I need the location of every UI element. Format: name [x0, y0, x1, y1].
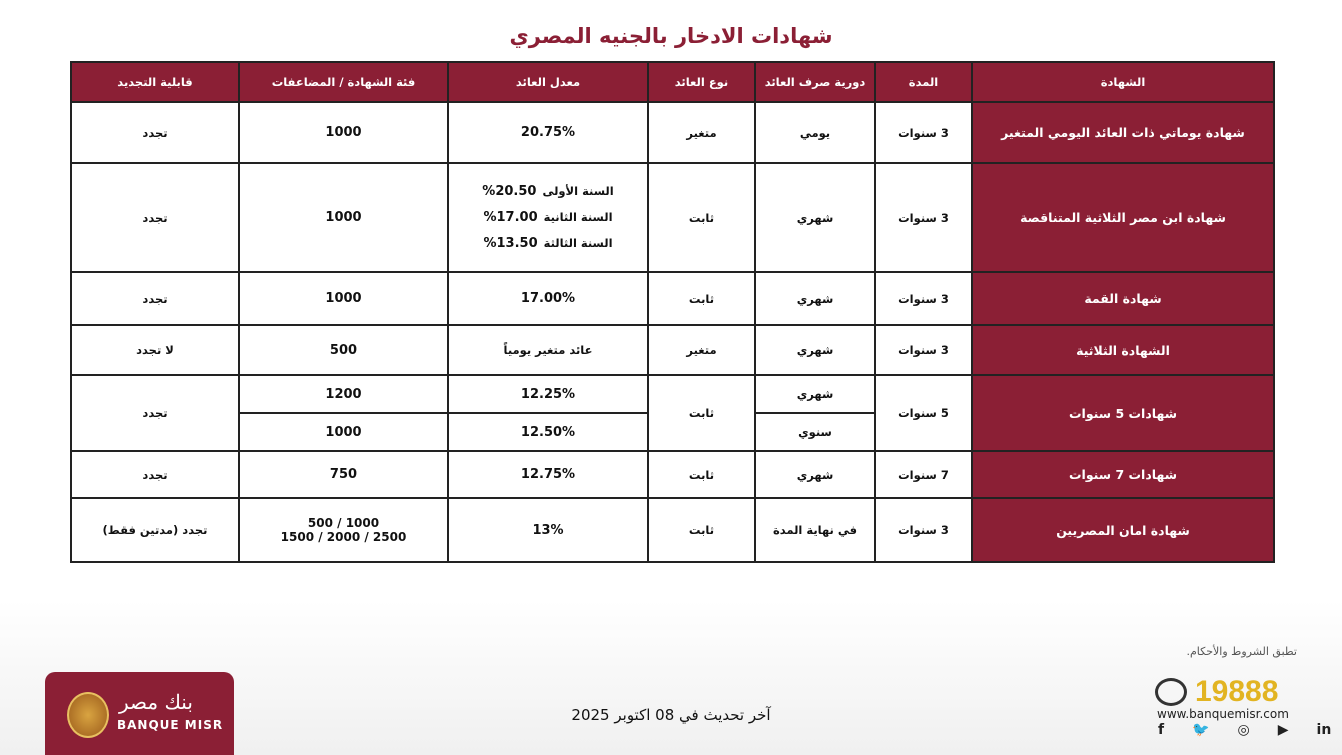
return-type: متغير [648, 102, 755, 163]
denomination-line: 500 / 1000 [307, 516, 380, 530]
cert-name: شهادة القمة [972, 272, 1274, 325]
renewal: تجدد [71, 102, 239, 163]
return-type: ثابت [648, 498, 755, 562]
periodicity: سنوي [755, 413, 875, 451]
rate: 17.00% [448, 272, 648, 325]
rate: 12.25% [448, 375, 648, 413]
rate: عائد متغير يومياً [448, 325, 648, 375]
table-row [71, 163, 1274, 272]
denomination: 1000 [239, 272, 448, 325]
website-link[interactable]: www.banquemisr.com [1157, 707, 1289, 721]
table-row [71, 451, 1274, 498]
table-row [71, 272, 1274, 325]
denomination [239, 498, 448, 562]
youtube-icon[interactable]: ▶ [1277, 722, 1289, 738]
periodicity: شهري [755, 325, 875, 375]
cert-name: شهادات 5 سنوات [972, 375, 1274, 451]
social-links [1158, 722, 1331, 738]
rate-schedule [448, 163, 648, 272]
cert-name: شهادة امان المصريين [972, 498, 1274, 562]
logo-arabic: بنك مصر [119, 690, 193, 714]
hotline [1155, 675, 1278, 709]
logo-english: BANQUE MISR [117, 718, 224, 732]
rate-year-3: السنة الثالثة13.50% [483, 236, 613, 251]
denomination: 1000 [239, 413, 448, 451]
header-denomination: فئة الشهادة / المضاعفات [239, 62, 448, 102]
return-type: متغير [648, 325, 755, 375]
rate: 12.50% [448, 413, 648, 451]
periodicity: يومي [755, 102, 875, 163]
denomination: 1200 [239, 375, 448, 413]
table-row [71, 325, 1274, 375]
cert-name: الشهادة الثلاثية [972, 325, 1274, 375]
denomination-line: 1500 / 2000 / 2500 [280, 530, 407, 544]
renewal: لا تجدد [71, 325, 239, 375]
duration: 5 سنوات [875, 375, 972, 451]
certificates-table [70, 61, 1275, 563]
rate: 13% [448, 498, 648, 562]
facebook-icon[interactable]: f [1158, 722, 1165, 738]
header-periodicity: دورية صرف العائد [755, 62, 875, 102]
terms-note: تطبق الشروط والأحكام. [1186, 645, 1297, 658]
periodicity: شهري [755, 272, 875, 325]
twitter-icon[interactable]: 🐦 [1192, 722, 1210, 738]
denomination: 500 [239, 325, 448, 375]
denomination: 1000 [239, 102, 448, 163]
renewal: تجدد [71, 163, 239, 272]
table-row [71, 102, 1274, 163]
table-header-row [71, 62, 1274, 102]
denomination: 1000 [239, 163, 448, 272]
duration: 3 سنوات [875, 272, 972, 325]
header-name: الشهادة [972, 62, 1274, 102]
cert-name: شهادة ابن مصر الثلاثية المتناقصة [972, 163, 1274, 272]
return-type: ثابت [648, 375, 755, 451]
periodicity: شهري [755, 163, 875, 272]
duration: 7 سنوات [875, 451, 972, 498]
periodicity: شهري [755, 451, 875, 498]
rate: 20.75% [448, 102, 648, 163]
duration: 3 سنوات [875, 498, 972, 562]
header-renewal: قابلية التجديد [71, 62, 239, 102]
hotline-number: 19888 [1195, 675, 1279, 708]
rate-year-2: السنة الثانية17.00% [483, 210, 613, 225]
return-type: ثابت [648, 163, 755, 272]
header-duration: المدة [875, 62, 972, 102]
rate: 12.75% [448, 451, 648, 498]
table-row [71, 375, 1274, 413]
renewal: تجدد [71, 375, 239, 451]
cert-name: شهادة يوماتي ذات العائد اليومي المتغير [972, 102, 1274, 163]
header-type: نوع العائد [648, 62, 755, 102]
periodicity: في نهاية المدة [755, 498, 875, 562]
duration: 3 سنوات [875, 102, 972, 163]
cert-name: شهادات 7 سنوات [972, 451, 1274, 498]
renewal: تجدد (مدتين فقط) [71, 498, 239, 562]
duration: 3 سنوات [875, 163, 972, 272]
page-title: شهادات الادخار بالجنيه المصري [509, 24, 833, 48]
linkedin-icon[interactable]: in [1316, 722, 1332, 738]
renewal: تجدد [71, 451, 239, 498]
denomination: 750 [239, 451, 448, 498]
instagram-icon[interactable]: ◎ [1237, 722, 1250, 738]
return-type: ثابت [648, 272, 755, 325]
last-updated: آخر تحديث في 08 اكتوبر 2025 [571, 706, 771, 724]
phone-icon [1155, 678, 1187, 706]
table-row [71, 498, 1274, 562]
return-type: ثابت [648, 451, 755, 498]
duration: 3 سنوات [875, 325, 972, 375]
rate-year-1: السنة الأولى20.50% [482, 184, 614, 199]
header-rate: معدل العائد [448, 62, 648, 102]
periodicity: شهري [755, 375, 875, 413]
renewal: تجدد [71, 272, 239, 325]
